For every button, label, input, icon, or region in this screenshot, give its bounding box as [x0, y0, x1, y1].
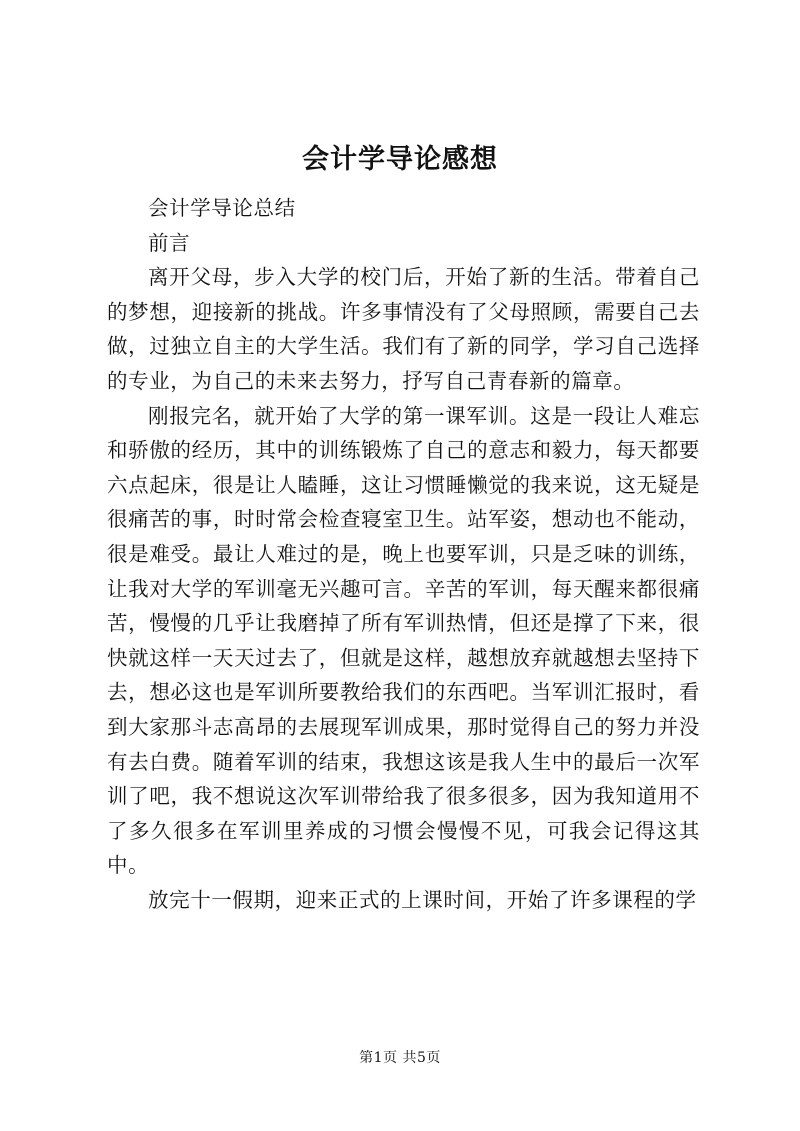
- paragraph-preface-heading: 前言: [148, 230, 191, 255]
- paragraph-intro: 离开父母，步入大学的校门后，开始了新的生活。带着自己的梦想，迎接新的挑战。许多事情没有了父母照顾，需要自己去做，过独立自主的大学生活。我们有了新的同学，学习自己选择的专业，为自己的未来去努力，抒写自己青春新的篇章。: [107, 265, 700, 393]
- document-title: 会计学导论感想: [302, 144, 498, 175]
- paragraph-military-training: 刚报完名，就开始了大学的第一课军训。这是一段让人难忘和骄傲的经历，其中的训练锻炼了自己的意志和毅力，每天都要六点起床，很是让人瞌睡，这让习惯睡懒觉的我来说，这无疑是很痛苦的事，时时常会检查寝室卫生。站军姿，想动也不能动，很是难受。最让人难过的是，晚上也要军训，只是乏味的训练，让我对大学的军训毫无兴趣可言。辛苦的军训，每天醒来都很痛苦，慢慢的几乎让我磨掉了所有军训热情，但还是撑了下来，很快就这样一天天过去了，但就是这样，越想放弃就越想去坚持下去，想必这也是军训所要教给我们的东西吧。当军训汇报时，看到大家那斗志高昂的去展现军训成果，那时觉得自己的努力并没有去白费。随着军训的结束，我想这该是我人生中的最后一次军训了吧，我不想说这次军训带给我了很多很多，因为我知道用不了多久很多在军训里养成的习惯会慢慢不见，可我会记得这其中。: [107, 403, 700, 878]
- paragraph-holiday: 放完十一假期，迎来正式的上课时间，开始了许多课程的学: [148, 887, 697, 912]
- document-body: [107, 191, 700, 917]
- paragraph-subtitle: 会计学导论总结: [148, 196, 296, 220]
- page-number-footer: 第1页 共5页: [359, 1050, 441, 1066]
